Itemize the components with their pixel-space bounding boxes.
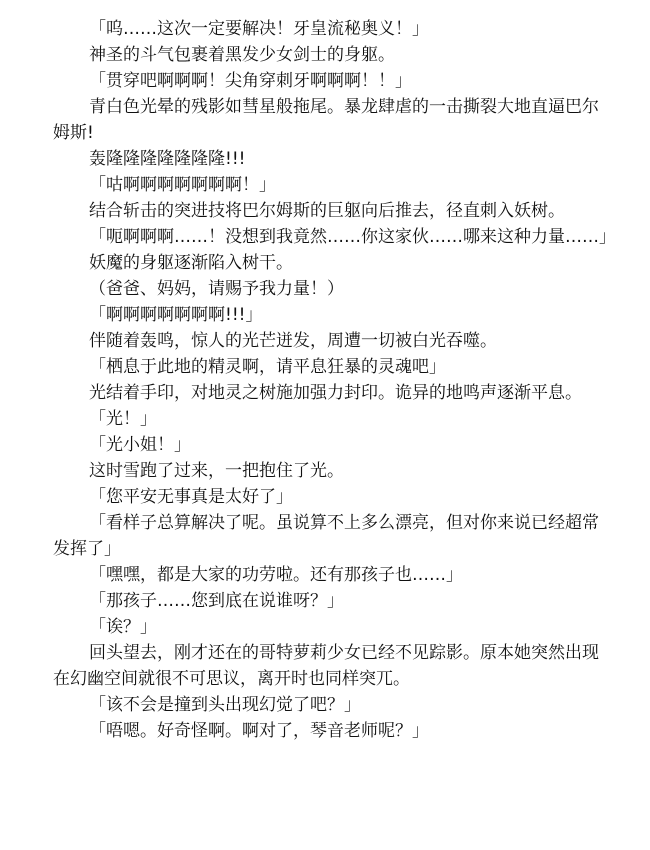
paragraph: 「啊啊啊啊啊啊啊!!!」 [89,305,263,325]
paragraph: 神圣的斗气包裹着黑发少女剑士的身躯。 [89,45,395,65]
paragraph: 「光！」 [89,409,157,429]
paragraph: 结合斩击的突进技将巴尔姆斯的巨躯向后推去，径直刺入妖树。 [89,201,565,221]
paragraph: 「贯穿吧啊啊啊！尖角穿刺牙啊啊啊！！」 [89,71,412,91]
paragraph: 「嘿嘿，都是大家的功劳啦。还有那孩子也……」 [89,565,463,585]
paragraph: 「诶？」 [89,617,157,637]
paragraph: 「看样子总算解决了呢。虽说算不上多么漂亮，但对你来说已经超常发挥了」 [53,513,599,559]
paragraph: 妖魔的身躯逐渐陷入树干。 [89,253,293,273]
paragraph: 「那孩子……您到底在说谁呀？」 [89,591,344,611]
paragraph: 「该不会是撞到头出现幻觉了吧？」 [89,695,361,715]
paragraph: 光结着手印，对地灵之树施加强力封印。诡异的地鸣声逐渐平息。 [89,383,582,403]
paragraph: 「栖息于此地的精灵啊，请平息狂暴的灵魂吧」 [89,357,446,377]
paragraph: 「唔嗯。好奇怪啊。啊对了，琴音老师呢？」 [89,721,429,741]
paragraph: 「呃啊啊啊……！没想到我竟然……你这家伙……哪来这种力量……」 [89,227,616,247]
paragraph: 「呜……这次一定要解决！牙皇流秘奥义！」 [89,19,429,39]
paragraph: 「您平安无事真是太好了」 [89,487,293,507]
paragraph: 回头望去，刚才还在的哥特萝莉少女已经不见踪影。原本她突然出现在幻幽空间就很不可思议，离开时也同样突兀。 [53,643,599,689]
paragraph: 「光小姐！」 [89,435,191,455]
document-page [53,16,616,744]
paragraph: 「咕啊啊啊啊啊啊啊！」 [89,175,276,195]
paragraph: 轰隆隆隆隆隆隆隆!!! [89,149,246,169]
paragraph: （爸爸、妈妈，请赐予我力量！） [89,279,344,299]
paragraph: 青白色光晕的残影如彗星般拖尾。暴龙肆虐的一击撕裂大地直逼巴尔姆斯! [53,97,599,143]
paragraph: 这时雪跑了过来，一把抱住了光。 [89,461,344,481]
paragraph: 伴随着轰鸣，惊人的光芒迸发，周遭一切被白光吞噬。 [89,331,497,351]
